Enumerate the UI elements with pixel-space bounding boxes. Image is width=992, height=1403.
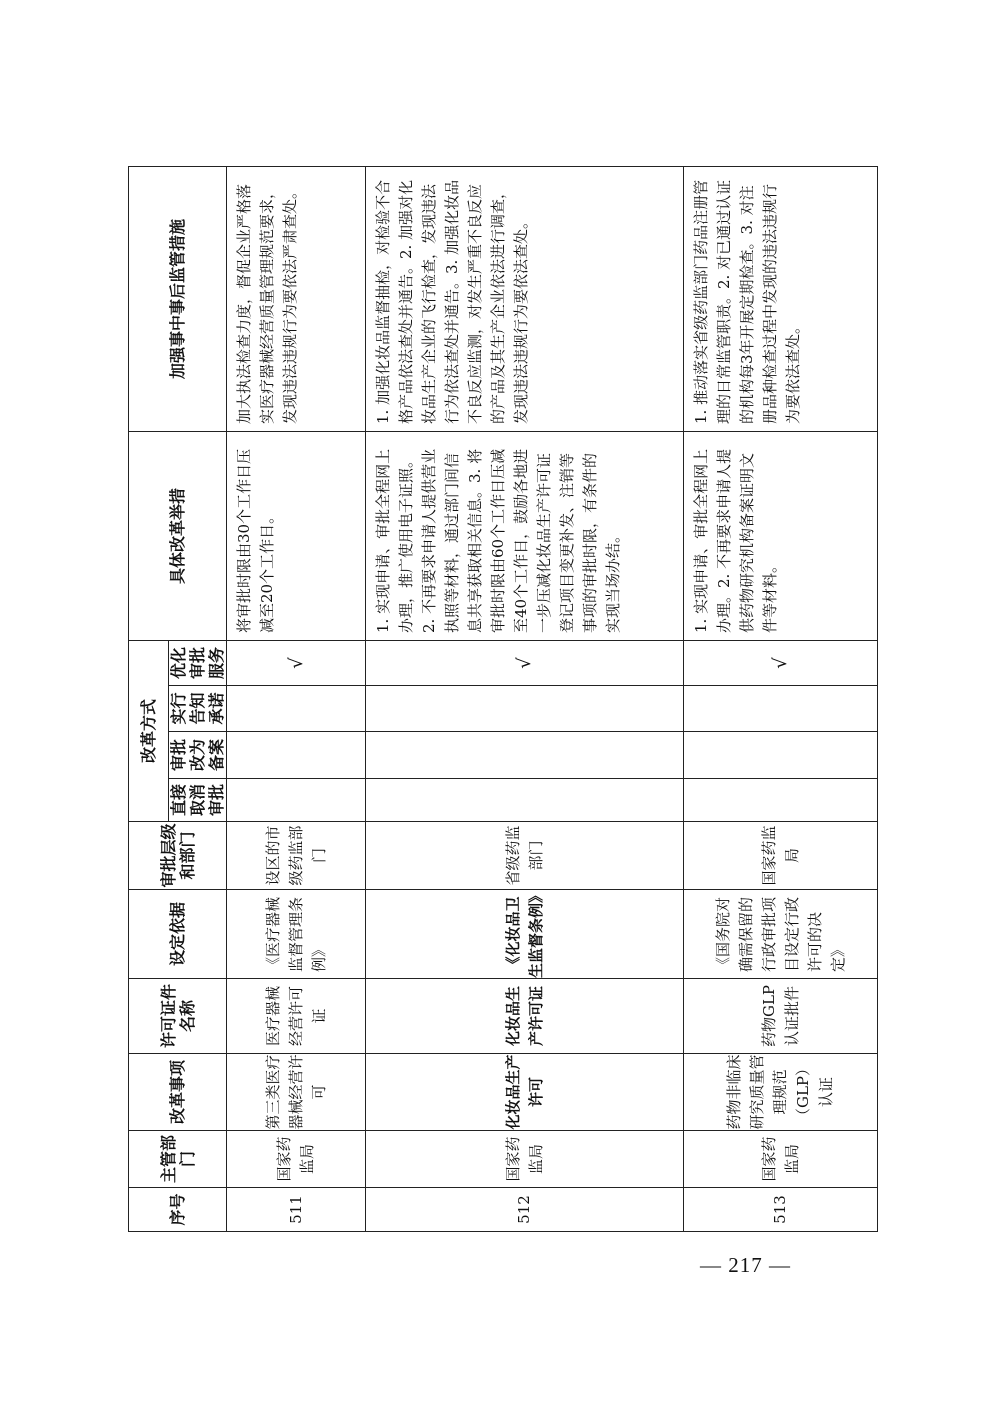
cell-level: 设区的市级药监部门 xyxy=(227,822,366,890)
cell-dept: 国家药监局 xyxy=(684,1131,878,1188)
cell-supervision: 加大执法检查力度，督促企业严格落实医疗器械经营质量管理规范要求，发现违法违规行为要依法严肃查处。 xyxy=(227,166,366,431)
cell-seq: 513 xyxy=(684,1188,878,1232)
cell-basis: 《国务院对确需保留的行政审批项目设定行政许可的决定》 xyxy=(684,890,878,979)
check-record xyxy=(366,732,684,779)
cell-supervision: 1. 加强化妆品监督抽检，对检验不合格产品依法查处并通告。2. 加强对化妆品生产企业的飞行检查，发现违法行为依法查处并通告。3. 加强化妆品不良反应监测，对发生严重不良反应的产品及其生产企业依法进行调查，发现违法违规行为要依法查处。 xyxy=(366,166,684,431)
cell-license: 医疗器械经营许可证 xyxy=(227,979,366,1054)
cell-measures: 1. 实现申请、审批全程网上办理。2. 不再要求申请人提供药物研究机构备案证明文件等材料。 xyxy=(684,431,878,640)
check-notify xyxy=(227,686,366,732)
header-method-optimize: 优化审批服务 xyxy=(169,640,227,685)
reform-table xyxy=(128,166,878,1232)
check-notify xyxy=(684,686,878,732)
check-record xyxy=(684,732,878,779)
header-method-group: 改革方式 xyxy=(129,640,169,821)
check-optimize: √ xyxy=(366,640,684,685)
cell-dept: 国家药监局 xyxy=(366,1131,684,1188)
check-cancel xyxy=(227,779,366,822)
check-cancel xyxy=(366,779,684,822)
header-measures: 具体改革举措 xyxy=(129,431,227,640)
header-license: 许可证件名称 xyxy=(129,979,227,1054)
header-supervision: 加强事中事后监管措施 xyxy=(129,166,227,431)
cell-seq: 512 xyxy=(366,1188,684,1232)
cell-license: 化妆品生产许可证 xyxy=(366,979,684,1054)
cell-seq: 511 xyxy=(227,1188,366,1232)
cell-item: 化妆品生产许可 xyxy=(366,1054,684,1131)
cell-basis: 《化妆品卫生监督条例》 xyxy=(366,890,684,979)
cell-license: 药物GLP认证批件 xyxy=(684,979,878,1054)
check-notify xyxy=(366,686,684,732)
header-item: 改革事项 xyxy=(129,1054,227,1131)
header-level: 审批层级和部门 xyxy=(129,822,227,890)
cell-item: 药物非临床研究质量管理规范（GLP）认证 xyxy=(684,1054,878,1131)
header-dept: 主管部门 xyxy=(129,1131,227,1188)
cell-supervision: 1. 推动落实省级药监部门药品注册管理的日常监管职责。2. 对已通过认证的机构每3年开展定期检查。3. 对注册品种检查过程中发现的违法违规行为要依法查处。 xyxy=(684,166,878,431)
cell-dept: 国家药监局 xyxy=(227,1131,366,1188)
cell-level: 国家药监局 xyxy=(684,822,878,890)
cell-measures: 1. 实现申请、审批全程网上办理，推广使用电子证照。2. 不再要求申请人提供营业执照等材料，通过部门间信息共享获取相关信息。3. 将审批时限由60个工作日压减至40个工作日，鼓励各地进一步压减化妆品生产许可证登记项目变更补发、注销等事项的审批时限，有条件的实现当场办结。 xyxy=(366,431,684,640)
check-optimize: √ xyxy=(684,640,878,685)
header-method-notify: 实行告知承诺 xyxy=(169,686,227,732)
check-record xyxy=(227,732,366,779)
check-cancel xyxy=(684,779,878,822)
check-optimize: √ xyxy=(227,640,366,685)
rotated-table-container xyxy=(128,171,863,1232)
header-seq: 序号 xyxy=(129,1188,227,1232)
header-row-1 xyxy=(129,166,169,1231)
table-row xyxy=(366,166,684,1231)
table-row xyxy=(684,166,878,1231)
cell-basis: 《医疗器械监督管理条例》 xyxy=(227,890,366,979)
cell-item: 第三类医疗器械经营许可 xyxy=(227,1054,366,1131)
header-method-cancel: 直接取消审批 xyxy=(169,779,227,822)
page-number: — 217 — xyxy=(700,1253,791,1277)
cell-measures: 将审批时限由30个工作日压减至20个工作日。 xyxy=(227,431,366,640)
header-basis: 设定依据 xyxy=(129,890,227,979)
cell-level: 省级药监部门 xyxy=(366,822,684,890)
header-method-record: 审批改为备案 xyxy=(169,732,227,779)
table-row xyxy=(227,166,366,1231)
